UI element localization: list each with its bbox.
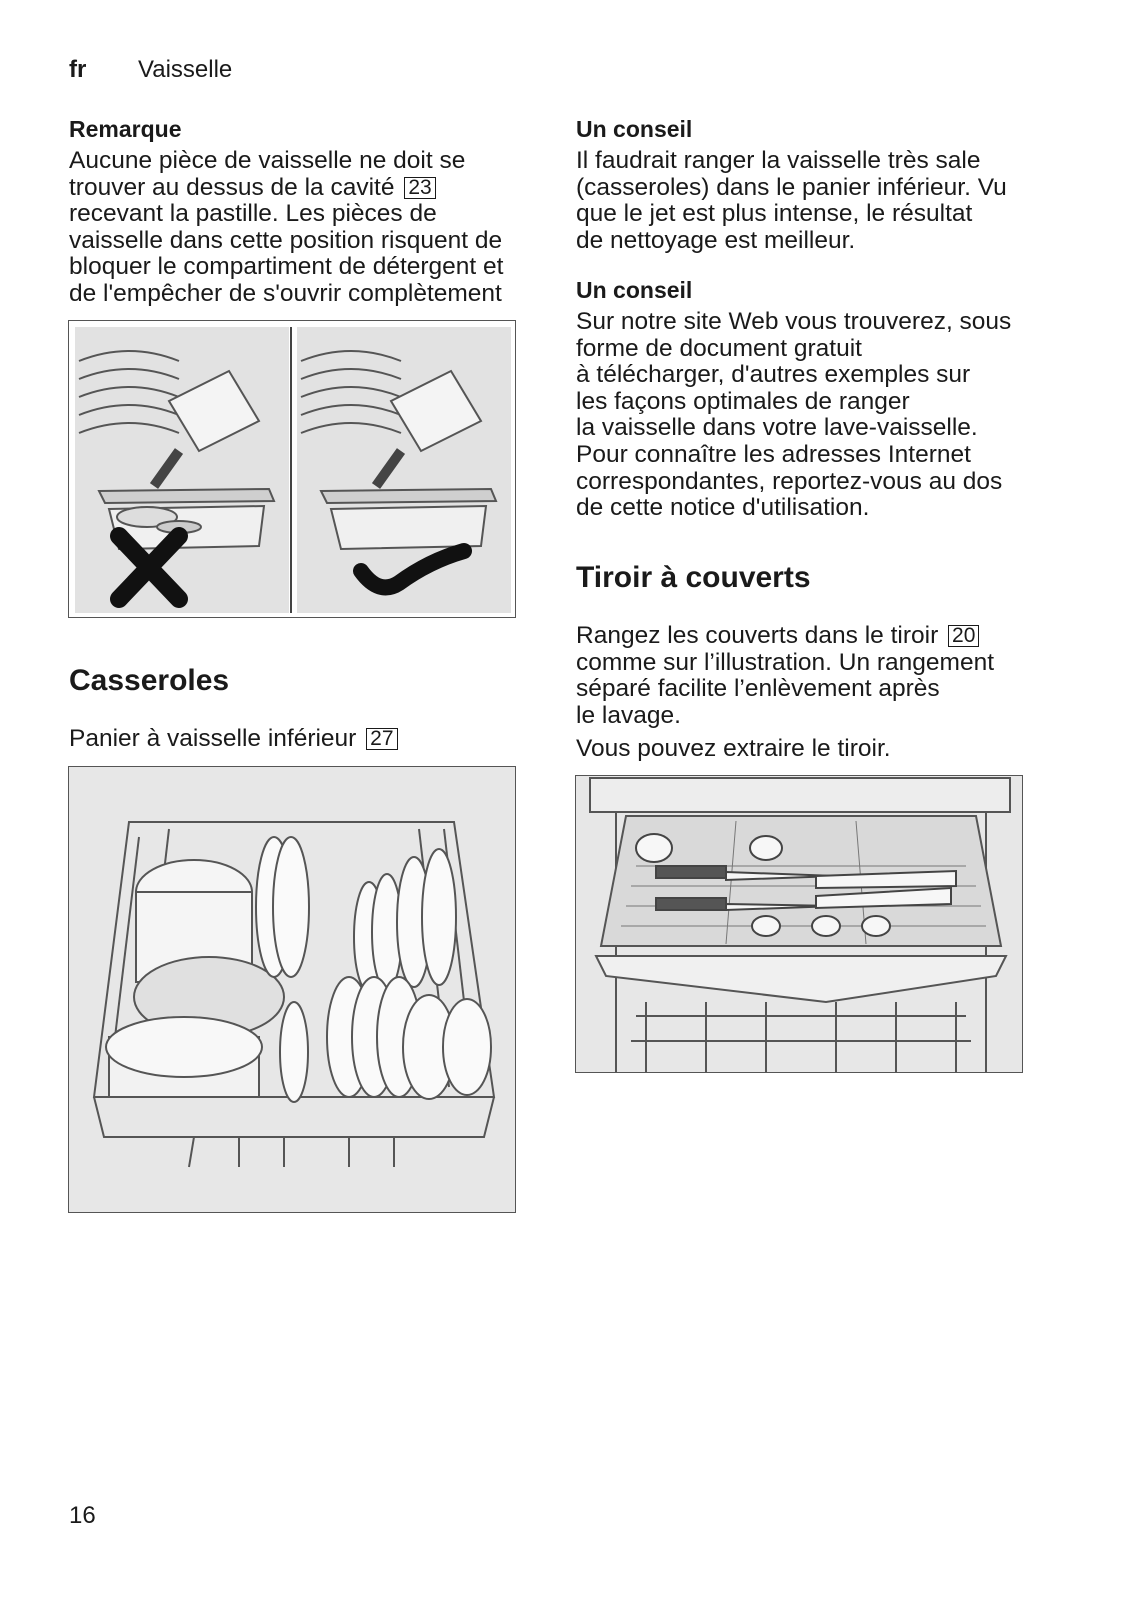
cutlery-line: séparé facilite l’enlèvement après — [576, 675, 940, 703]
tip2-line: correspondantes, reportez-vous au dos — [576, 467, 1003, 495]
tip1-text — [576, 148, 1007, 254]
page-number: 16 — [69, 1502, 96, 1529]
reference-box: 27 — [366, 728, 397, 750]
tip1-line: que le jet est plus intense, le résultat — [576, 200, 973, 228]
note-text — [69, 148, 503, 308]
tip1-line: de nettoyage est meilleur. — [576, 226, 856, 254]
note-line: Aucune pièce de vaisselle ne doit se — [69, 147, 466, 174]
cutlery-line-with-ref: Rangez les couverts dans le tiroir 20 — [576, 623, 994, 650]
tip2-line: forme de document gratuit — [576, 334, 862, 362]
wrong-panel — [75, 327, 289, 613]
language-code: fr — [69, 56, 87, 83]
tip2-line: la vaisselle dans votre lave-vaisselle. — [576, 414, 978, 442]
note-line: recevant la pastille. Les pièces de — [69, 200, 437, 228]
tip2-text — [576, 309, 1011, 522]
note-line: bloquer le compartiment de détergent et — [69, 253, 504, 281]
reference-box: 23 — [404, 177, 435, 199]
tip2-line: Pour connaître les adresses Internet — [576, 440, 971, 468]
tip2-line: à télécharger, d'autres exemples sur — [576, 361, 971, 389]
placement-illustration — [69, 321, 516, 618]
tip1-line: (casseroles) dans le panier inférieur. Vu — [576, 173, 1007, 201]
note-line-with-ref: trouver au dessus de la cavité 23 — [69, 175, 503, 202]
tip1-line: Il faudrait ranger la vaisselle très sale — [576, 147, 981, 174]
cutlery-text — [576, 623, 994, 729]
cutlery-extra-text: Vous pouvez extraire le tiroir. — [576, 735, 891, 762]
reference-box: 20 — [948, 625, 979, 647]
note-heading: Remarque — [69, 116, 182, 142]
tip1-heading: Un conseil — [576, 116, 693, 142]
note-line: de l'empêcher de s'ouvrir complètement — [69, 279, 502, 307]
cutlery-drawer-figure — [575, 775, 1023, 1073]
lower-basket-illustration — [69, 767, 516, 1213]
lower-basket-figure — [68, 766, 516, 1213]
casseroles-heading: Casseroles — [69, 664, 230, 697]
placement-figure — [68, 320, 516, 618]
tip2-heading: Un conseil — [576, 277, 693, 303]
note-line: vaisselle dans cette position risquent de — [69, 226, 503, 254]
tip2-line: Sur notre site Web vous trouverez, sous — [576, 308, 1012, 335]
cutlery-line: le lavage. — [576, 701, 681, 729]
tip2-line: les façons optimales de ranger — [576, 387, 910, 415]
basket-text: Panier à vaisselle inférieur 27 — [69, 726, 398, 753]
section-title: Vaisselle — [138, 56, 233, 83]
cutlery-heading: Tiroir à couverts — [576, 561, 811, 594]
cutlery-drawer-illustration — [576, 776, 1023, 1073]
tip2-line: de cette notice d'utilisation. — [576, 494, 870, 522]
cutlery-line: comme sur l’illustration. Un rangement — [576, 648, 995, 676]
